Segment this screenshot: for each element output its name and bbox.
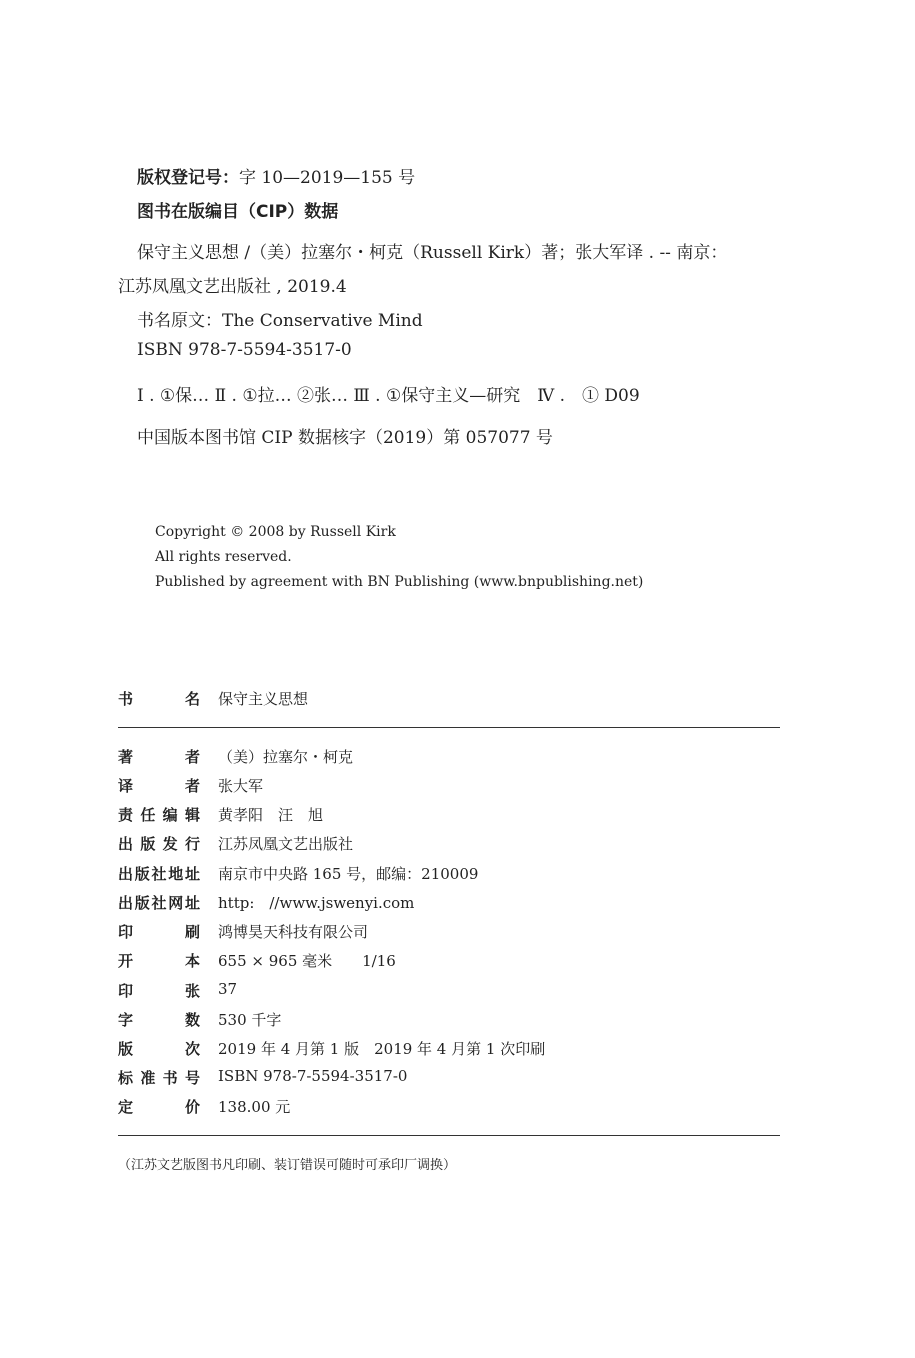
info-value: 黄孝阳 汪 旭 — [218, 806, 324, 824]
info-label: 著者 — [118, 748, 200, 766]
cip-heading: 图书在版编目（CIP）数据 — [137, 202, 339, 222]
info-label: 责任编辑 — [118, 806, 200, 824]
info-label: 书名 — [118, 690, 200, 708]
info-value: 138.00 元 — [218, 1098, 291, 1116]
info-value: http: //www.jswenyi.com — [218, 894, 415, 912]
info-value: （美）拉塞尔・柯克 — [218, 748, 354, 766]
info-label: 印刷 — [118, 923, 200, 941]
info-value: 江苏凤凰文艺出版社 — [218, 835, 354, 853]
registration-value: 字 10—2019—155 号 — [239, 168, 416, 188]
info-value: 655 × 965 毫米 1/16 — [218, 952, 396, 970]
info-label: 出版发行 — [118, 835, 200, 853]
info-value: 南京市中央路 165 号，邮编：210009 — [218, 865, 479, 883]
cip-entry-line2: 江苏凤凰文艺出版社 , 2019.4 — [118, 277, 347, 297]
divider-bottom — [118, 1135, 780, 1136]
print-error-note: （江苏文艺版图书凡印刷、装订错误可随时可承印厂调换） — [118, 1158, 457, 1173]
info-label: 标准书号 — [118, 1069, 200, 1087]
cip-entry-line1: 保守主义思想 /（美）拉塞尔・柯克（Russell Kirk）著；张大军译 . -- 南京： — [137, 243, 728, 263]
info-label: 出版社地址 — [118, 865, 200, 883]
info-value: 37 — [218, 980, 238, 998]
classification: Ⅰ . ①保… Ⅱ . ①拉… ②张… Ⅲ . ①保守主义—研究 Ⅳ . ① D09 — [137, 386, 640, 406]
info-label: 字数 — [118, 1011, 200, 1029]
info-label: 定价 — [118, 1098, 200, 1116]
info-value: 鸿博昊天科技有限公司 — [218, 923, 369, 941]
registration-label: 版权登记号： — [137, 168, 239, 188]
info-label: 印张 — [118, 982, 200, 1000]
cip-record-number: 中国版本图书馆 CIP 数据核字（2019）第 057077 号 — [137, 428, 553, 448]
info-value: 保守主义思想 — [218, 690, 309, 708]
rights-reserved: All rights reserved. — [155, 549, 292, 565]
original-title: 书名原文：The Conservative Mind — [137, 311, 423, 331]
info-value: 张大军 — [218, 777, 264, 795]
publishing-agreement: Published by agreement with BN Publishing (www.bnpublishing.net) — [155, 574, 644, 590]
info-value: 2019 年 4 月第 1 版 2019 年 4 月第 1 次印刷 — [218, 1040, 546, 1058]
cip-isbn: ISBN 978-7-5594-3517-0 — [137, 340, 352, 360]
info-value: ISBN 978-7-5594-3517-0 — [218, 1067, 408, 1085]
info-label: 版次 — [118, 1040, 200, 1058]
info-label: 译者 — [118, 777, 200, 795]
info-label: 开本 — [118, 952, 200, 970]
info-label: 出版社网址 — [118, 894, 200, 912]
divider-top — [118, 727, 780, 728]
info-value: 530 千字 — [218, 1011, 282, 1029]
copyright-registration — [137, 163, 415, 188]
copyright-notice: Copyright © 2008 by Russell Kirk — [155, 524, 396, 540]
